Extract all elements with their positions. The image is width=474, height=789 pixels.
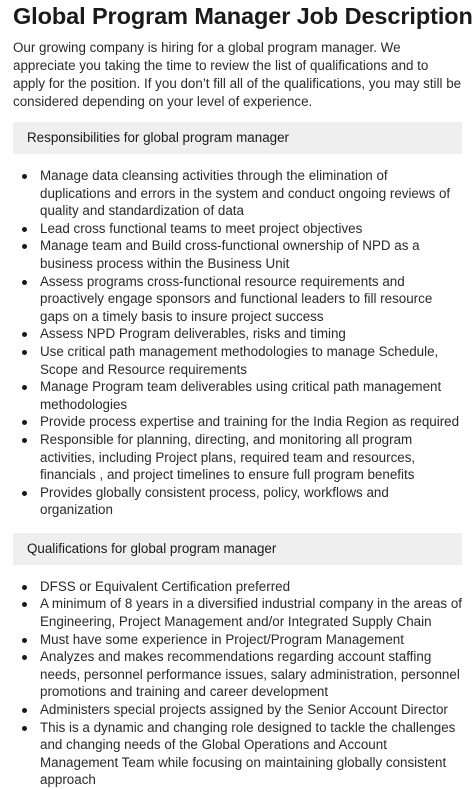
list-item (13, 484, 462, 519)
list-item-text: Assess NPD Program deliverables, risks and timing (40, 326, 346, 342)
list-item-text: Provides globally consistent process, policy, workflows and organization (40, 484, 389, 518)
list-item-text: Analyzes and makes recommendations regarding account staffing needs, personnel performance issues, salary administration, personnel promotions and training and career development (40, 649, 460, 700)
list-item-text: Provide process expertise and training for the India Region as required (40, 414, 460, 430)
list-item-text: Manage data cleansing activities through the elimination of duplications and errors in the system and conduct ongoing reviews of quality and standardization of data (40, 168, 451, 219)
intro-paragraph: Our growing company is hiring for a global program manager. We appreciate you taking the time to review the list of qualifications and to apply for the position. If you don’t fill all of the qualifications, you may still be considered depending on your level of experience. (13, 40, 462, 109)
list-item (13, 378, 462, 413)
list-item-text: Use critical path management methodologies to manage Schedule, Scope and Resource requirements (40, 343, 439, 377)
bullet-icon (22, 244, 27, 249)
list-item-text: Assess programs cross-functional resource requirements and proactively engage sponsors and functional leaders to fill resource gaps on a timely basis to insure project success (40, 273, 433, 324)
list-item-text: Lead cross functional teams to meet project objectives (40, 220, 363, 236)
list-item (13, 220, 462, 238)
bullet-icon (22, 420, 27, 425)
list-item-text: Responsible for planning, directing, and monitoring all program activities, including Project plans, required team and resources, financials , and project timelines to ensure full program benefits (40, 431, 416, 483)
list-item (13, 167, 462, 220)
list-item (13, 631, 462, 649)
bullet-icon (22, 174, 27, 179)
bullet-icon (22, 655, 27, 660)
list-item-text: Administers special projects assigned by the Senior Account Director (40, 702, 448, 718)
list-item (13, 578, 462, 596)
list-item (13, 343, 462, 378)
list-item (13, 413, 462, 431)
list-item (13, 719, 462, 789)
bullet-icon (22, 350, 27, 355)
responsibilities-heading: Responsibilities for global program manager (13, 122, 462, 154)
list-item-text: Must have some experience in Project/Program Management (40, 631, 404, 647)
list-item (13, 325, 462, 343)
qualifications-heading: Qualifications for global program manager (13, 533, 462, 565)
bullet-icon (22, 491, 27, 496)
qualifications-list (13, 578, 462, 789)
bullet-icon (22, 638, 27, 643)
list-item (13, 237, 462, 272)
list-item (13, 431, 462, 484)
bullet-icon (22, 438, 27, 443)
responsibilities-list (13, 167, 462, 519)
bullet-icon (22, 585, 27, 590)
list-item-text: This is a dynamic and changing role designed to tackle the challenges and changing needs of the Global Operations and Account Management Team while focusing on maintaining globally consistent approach (40, 719, 456, 788)
bullet-icon (22, 708, 27, 713)
list-item-text: Manage Program team deliverables using critical path management methodologies (40, 379, 442, 412)
list-item-text: Manage team and Build cross-functional ownership of NPD as a business process within the Business Unit (40, 238, 420, 271)
bullet-icon (22, 227, 27, 232)
bullet-icon (22, 280, 27, 285)
list-item (13, 648, 462, 701)
bullet-icon (22, 332, 27, 337)
list-item-text: DFSS or Equivalent Certification preferred (40, 578, 291, 594)
list-item (13, 595, 462, 630)
page-title: Global Program Manager Job Description (13, 3, 473, 29)
list-item (13, 701, 462, 719)
list-item (13, 273, 462, 326)
bullet-icon (22, 602, 27, 607)
list-item-text: A minimum of 8 years in a diversified industrial company in the areas of Engineering, Project Management and/or Integrated Supply Chain (40, 596, 463, 630)
bullet-icon (22, 385, 27, 390)
bullet-icon (22, 726, 27, 731)
